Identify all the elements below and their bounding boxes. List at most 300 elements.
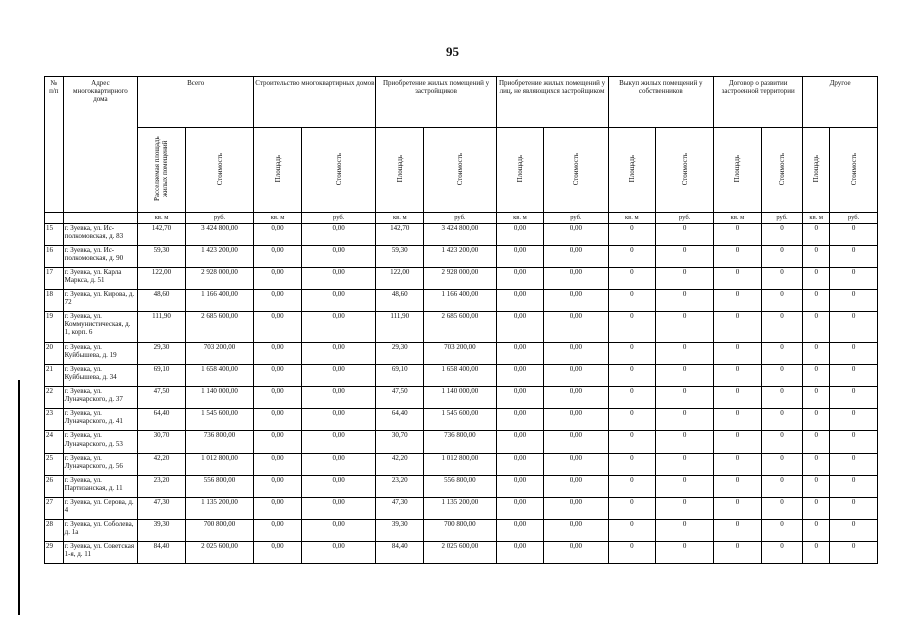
row-value: 0 bbox=[803, 268, 830, 290]
row-value: 0 bbox=[761, 453, 802, 475]
unit-label: руб. bbox=[761, 213, 802, 224]
row-value: 84,40 bbox=[376, 541, 424, 563]
row-value: 0 bbox=[803, 541, 830, 563]
row-value: 0 bbox=[761, 365, 802, 387]
row-value: 0 bbox=[761, 343, 802, 365]
table-row bbox=[45, 387, 878, 409]
table-row bbox=[45, 475, 878, 497]
row-value: 0,00 bbox=[544, 387, 608, 409]
row-value: 0 bbox=[656, 475, 714, 497]
row-value: 0 bbox=[656, 431, 714, 453]
row-value: 0 bbox=[714, 343, 762, 365]
row-value: 1 012 800,00 bbox=[185, 453, 253, 475]
row-value: 0 bbox=[830, 268, 878, 290]
row-value: 0 bbox=[761, 290, 802, 312]
row-value: 1 012 800,00 bbox=[424, 453, 497, 475]
row-value: 42,20 bbox=[138, 453, 186, 475]
unit-label: кв. м bbox=[138, 213, 186, 224]
row-value: 0 bbox=[803, 409, 830, 431]
row-address: г. Зуевка, ул. Коммунистическая, д. 1, корп. 6 bbox=[63, 312, 138, 343]
row-value: 59,30 bbox=[138, 246, 186, 268]
row-address: г. Зуевка, ул. Партизанская, д. 11 bbox=[63, 475, 138, 497]
row-value: 0 bbox=[761, 409, 802, 431]
row-value: 736 800,00 bbox=[185, 431, 253, 453]
row-value: 0 bbox=[656, 387, 714, 409]
row-value: 0 bbox=[608, 343, 656, 365]
row-value: 0,00 bbox=[496, 453, 544, 475]
row-value: 0,00 bbox=[496, 541, 544, 563]
row-value: 0 bbox=[830, 290, 878, 312]
row-value: 1 423 200,00 bbox=[185, 246, 253, 268]
row-value: 0,00 bbox=[544, 312, 608, 343]
row-value: 0 bbox=[656, 541, 714, 563]
table-row bbox=[45, 409, 878, 431]
row-address: г. Зуевка, ул. Луначарского, д. 53 bbox=[63, 431, 138, 453]
row-value: 0 bbox=[608, 224, 656, 246]
header-group: Приобретение жилых помещений у лиц, не являющихся застройщиком bbox=[496, 77, 608, 128]
row-value: 0,00 bbox=[544, 409, 608, 431]
row-value: 0,00 bbox=[496, 290, 544, 312]
row-value: 0,00 bbox=[254, 387, 302, 409]
unit-label: руб. bbox=[301, 213, 376, 224]
subheader-label: Площадь bbox=[812, 155, 821, 183]
row-address: г. Зуевка, ул. Луначарского, д. 41 bbox=[63, 409, 138, 431]
row-value: 47,30 bbox=[138, 497, 186, 519]
row-value: 1 423 200,00 bbox=[424, 246, 497, 268]
subheader-cell bbox=[714, 128, 762, 213]
row-value: 0,00 bbox=[544, 365, 608, 387]
unit-label: руб. bbox=[424, 213, 497, 224]
row-value: 0 bbox=[656, 312, 714, 343]
row-value: 59,30 bbox=[376, 246, 424, 268]
row-value: 122,00 bbox=[138, 268, 186, 290]
row-value: 0 bbox=[761, 312, 802, 343]
row-value: 48,60 bbox=[138, 290, 186, 312]
row-value: 0 bbox=[830, 431, 878, 453]
row-value: 0 bbox=[803, 365, 830, 387]
row-value: 0 bbox=[830, 387, 878, 409]
row-value: 0 bbox=[714, 290, 762, 312]
row-value: 0,00 bbox=[544, 268, 608, 290]
table-body bbox=[45, 224, 878, 564]
row-value: 0,00 bbox=[544, 343, 608, 365]
table-row bbox=[45, 497, 878, 519]
row-address: г. Зуевка, ул. Куйбышева, д. 19 bbox=[63, 343, 138, 365]
row-value: 0,00 bbox=[496, 519, 544, 541]
row-value: 0,00 bbox=[496, 268, 544, 290]
row-value: 3 424 800,00 bbox=[185, 224, 253, 246]
row-value: 1 135 200,00 bbox=[185, 497, 253, 519]
row-value: 0,00 bbox=[301, 343, 376, 365]
row-value: 0 bbox=[714, 224, 762, 246]
row-value: 2 025 600,00 bbox=[424, 541, 497, 563]
row-value: 0 bbox=[803, 453, 830, 475]
subheader-label: Расселяемая площадь жилых помещений bbox=[153, 136, 170, 202]
row-value: 0,00 bbox=[254, 268, 302, 290]
table-row bbox=[45, 290, 878, 312]
row-value: 0 bbox=[830, 541, 878, 563]
subheader-cell bbox=[185, 128, 253, 213]
row-value: 1 140 000,00 bbox=[185, 387, 253, 409]
subheader-label: Площадь bbox=[515, 155, 524, 183]
row-value: 30,70 bbox=[376, 431, 424, 453]
row-address: г. Зуевка, ул. Луначарского, д. 56 bbox=[63, 453, 138, 475]
row-value: 0 bbox=[714, 312, 762, 343]
row-value: 0,00 bbox=[496, 475, 544, 497]
subheader-cell bbox=[803, 128, 830, 213]
row-address: г. Зуевка, ул. Соболева, д. 1а bbox=[63, 519, 138, 541]
row-value: 0 bbox=[761, 541, 802, 563]
row-number: 25 bbox=[45, 453, 64, 475]
row-value: 556 800,00 bbox=[424, 475, 497, 497]
row-value: 0,00 bbox=[301, 519, 376, 541]
subheader-label: Площадь bbox=[627, 155, 636, 183]
row-value: 0,00 bbox=[496, 312, 544, 343]
row-number: 19 bbox=[45, 312, 64, 343]
subheader-label: Стоимость bbox=[215, 152, 224, 186]
row-value: 0,00 bbox=[254, 312, 302, 343]
row-value: 142,70 bbox=[376, 224, 424, 246]
table-row bbox=[45, 365, 878, 387]
header-row-groups bbox=[45, 77, 878, 128]
row-value: 700 800,00 bbox=[185, 519, 253, 541]
unit-label: руб. bbox=[185, 213, 253, 224]
row-value: 0,00 bbox=[254, 541, 302, 563]
row-value: 0 bbox=[803, 312, 830, 343]
row-value: 122,00 bbox=[376, 268, 424, 290]
subheader-label: Стоимость bbox=[778, 152, 786, 186]
table-row bbox=[45, 541, 878, 563]
unit-label: кв. м bbox=[496, 213, 544, 224]
row-value: 0 bbox=[830, 453, 878, 475]
row-value: 2 025 600,00 bbox=[185, 541, 253, 563]
row-value: 0 bbox=[761, 475, 802, 497]
row-value: 703 200,00 bbox=[185, 343, 253, 365]
unit-blank bbox=[45, 213, 64, 224]
row-value: 0 bbox=[830, 224, 878, 246]
row-value: 0 bbox=[608, 497, 656, 519]
subheader-cell bbox=[254, 128, 302, 213]
row-value: 0 bbox=[714, 409, 762, 431]
row-value: 0 bbox=[830, 409, 878, 431]
table-row bbox=[45, 519, 878, 541]
row-value: 0 bbox=[714, 475, 762, 497]
row-value: 0,00 bbox=[301, 475, 376, 497]
subheader-cell bbox=[830, 128, 878, 213]
row-value: 1 166 400,00 bbox=[185, 290, 253, 312]
row-value: 39,30 bbox=[376, 519, 424, 541]
subheader-label: Площадь bbox=[395, 155, 404, 183]
row-value: 0,00 bbox=[254, 475, 302, 497]
row-value: 0,00 bbox=[544, 453, 608, 475]
row-address: г. Зуевка, ул. Ис-полкомовская, д. 83 bbox=[63, 224, 138, 246]
row-value: 0 bbox=[803, 246, 830, 268]
row-value: 39,30 bbox=[138, 519, 186, 541]
row-value: 0 bbox=[830, 365, 878, 387]
row-value: 64,40 bbox=[376, 409, 424, 431]
unit-label: руб. bbox=[544, 213, 608, 224]
row-value: 0,00 bbox=[301, 387, 376, 409]
row-value: 111,90 bbox=[376, 312, 424, 343]
header-row-subcolumns bbox=[45, 128, 878, 213]
margin-binding-line bbox=[18, 380, 20, 615]
row-value: 0,00 bbox=[254, 246, 302, 268]
row-value: 0 bbox=[608, 290, 656, 312]
row-value: 0,00 bbox=[254, 409, 302, 431]
row-value: 0 bbox=[608, 431, 656, 453]
row-value: 0 bbox=[761, 431, 802, 453]
row-value: 0 bbox=[761, 519, 802, 541]
row-value: 0 bbox=[714, 387, 762, 409]
row-value: 0,00 bbox=[254, 519, 302, 541]
unit-label: кв. м bbox=[608, 213, 656, 224]
row-value: 0 bbox=[830, 312, 878, 343]
row-value: 0,00 bbox=[496, 365, 544, 387]
row-number: 21 bbox=[45, 365, 64, 387]
subheader-cell bbox=[301, 128, 376, 213]
row-value: 0 bbox=[803, 475, 830, 497]
row-value: 0,00 bbox=[254, 453, 302, 475]
row-value: 0,00 bbox=[544, 519, 608, 541]
row-value: 64,40 bbox=[138, 409, 186, 431]
row-value: 1 140 000,00 bbox=[424, 387, 497, 409]
subheader-cell bbox=[376, 128, 424, 213]
row-value: 0,00 bbox=[301, 224, 376, 246]
row-value: 0,00 bbox=[544, 246, 608, 268]
row-value: 2 928 000,00 bbox=[185, 268, 253, 290]
row-address: г. Зуевка, ул. Луначарского, д. 37 bbox=[63, 387, 138, 409]
row-value: 0 bbox=[803, 343, 830, 365]
header-row-units bbox=[45, 213, 878, 224]
row-value: 23,20 bbox=[376, 475, 424, 497]
row-value: 0 bbox=[830, 475, 878, 497]
row-value: 2 685 600,00 bbox=[185, 312, 253, 343]
row-value: 0,00 bbox=[301, 409, 376, 431]
row-value: 1 545 600,00 bbox=[185, 409, 253, 431]
subheader-cell bbox=[424, 128, 497, 213]
row-value: 0,00 bbox=[301, 312, 376, 343]
row-value: 0 bbox=[830, 246, 878, 268]
row-value: 0,00 bbox=[301, 290, 376, 312]
unit-blank bbox=[63, 213, 138, 224]
row-value: 0 bbox=[608, 475, 656, 497]
unit-label: кв. м bbox=[803, 213, 830, 224]
row-value: 0 bbox=[714, 431, 762, 453]
subheader-label: Площадь bbox=[733, 155, 742, 183]
row-number: 27 bbox=[45, 497, 64, 519]
row-value: 0 bbox=[656, 453, 714, 475]
row-value: 0,00 bbox=[544, 290, 608, 312]
subheader-label: Стоимость bbox=[455, 152, 464, 186]
subheader-cell bbox=[656, 128, 714, 213]
housing-resettlement-table bbox=[44, 76, 878, 564]
subheader-cell bbox=[608, 128, 656, 213]
row-value: 0 bbox=[761, 224, 802, 246]
row-value: 142,70 bbox=[138, 224, 186, 246]
row-value: 0 bbox=[608, 268, 656, 290]
row-value: 1 135 200,00 bbox=[424, 497, 497, 519]
row-value: 0 bbox=[656, 343, 714, 365]
unit-label: кв. м bbox=[254, 213, 302, 224]
subheader-cell bbox=[138, 128, 186, 213]
row-value: 0 bbox=[830, 343, 878, 365]
row-value: 0 bbox=[656, 224, 714, 246]
row-value: 0 bbox=[803, 519, 830, 541]
table-row bbox=[45, 453, 878, 475]
row-address: г. Зуевка, ул. Карла Маркса, д. 51 bbox=[63, 268, 138, 290]
row-value: 0,00 bbox=[544, 541, 608, 563]
row-value: 47,50 bbox=[138, 387, 186, 409]
table-row bbox=[45, 268, 878, 290]
row-value: 0 bbox=[656, 519, 714, 541]
unit-label: руб. bbox=[656, 213, 714, 224]
unit-label: руб. bbox=[830, 213, 878, 224]
row-address: г. Зуевка, ул. Серова, д. 4 bbox=[63, 497, 138, 519]
row-value: 703 200,00 bbox=[424, 343, 497, 365]
subheader-label: Площадь bbox=[273, 155, 282, 183]
header-group: Выкуп жилых помещений у собственников bbox=[608, 77, 714, 128]
row-value: 0,00 bbox=[544, 497, 608, 519]
row-value: 0 bbox=[714, 365, 762, 387]
header-address: Адрес многоквартирного дома bbox=[63, 77, 138, 213]
row-value: 0,00 bbox=[496, 387, 544, 409]
row-value: 47,30 bbox=[376, 497, 424, 519]
row-value: 0,00 bbox=[301, 497, 376, 519]
row-value: 0 bbox=[714, 268, 762, 290]
row-value: 0,00 bbox=[254, 343, 302, 365]
header-group: Приобретение жилых помещений у застройщиков bbox=[376, 77, 496, 128]
row-value: 2 685 600,00 bbox=[424, 312, 497, 343]
row-value: 69,10 bbox=[376, 365, 424, 387]
header-num: № п/п bbox=[45, 77, 64, 213]
row-value: 0 bbox=[761, 387, 802, 409]
row-value: 0 bbox=[714, 519, 762, 541]
row-number: 26 bbox=[45, 475, 64, 497]
row-number: 17 bbox=[45, 268, 64, 290]
row-value: 111,90 bbox=[138, 312, 186, 343]
subheader-cell bbox=[496, 128, 544, 213]
row-value: 23,20 bbox=[138, 475, 186, 497]
row-value: 0,00 bbox=[544, 224, 608, 246]
row-value: 0 bbox=[608, 246, 656, 268]
row-value: 0,00 bbox=[496, 409, 544, 431]
row-value: 0 bbox=[803, 431, 830, 453]
row-value: 69,10 bbox=[138, 365, 186, 387]
row-value: 0,00 bbox=[496, 343, 544, 365]
row-address: г. Зуевка, ул. Ис-полкомовская, д. 90 bbox=[63, 246, 138, 268]
row-value: 42,20 bbox=[376, 453, 424, 475]
row-value: 0 bbox=[656, 497, 714, 519]
table-row bbox=[45, 431, 878, 453]
row-address: г. Зуевка, ул. Советская 1-я, д. 11 bbox=[63, 541, 138, 563]
row-number: 28 bbox=[45, 519, 64, 541]
row-value: 0,00 bbox=[496, 224, 544, 246]
subheader-label: Стоимость bbox=[571, 152, 580, 186]
row-value: 47,50 bbox=[376, 387, 424, 409]
row-value: 0 bbox=[714, 497, 762, 519]
row-value: 0,00 bbox=[254, 431, 302, 453]
row-value: 0,00 bbox=[301, 365, 376, 387]
row-value: 0 bbox=[761, 497, 802, 519]
row-value: 0,00 bbox=[301, 268, 376, 290]
row-value: 0 bbox=[803, 387, 830, 409]
subheader-label: Стоимость bbox=[849, 152, 858, 186]
row-value: 0,00 bbox=[496, 431, 544, 453]
row-value: 0,00 bbox=[254, 290, 302, 312]
row-value: 0 bbox=[761, 268, 802, 290]
row-value: 736 800,00 bbox=[424, 431, 497, 453]
row-value: 0,00 bbox=[301, 541, 376, 563]
row-value: 0 bbox=[608, 387, 656, 409]
row-value: 0 bbox=[608, 312, 656, 343]
row-number: 24 bbox=[45, 431, 64, 453]
header-group: Договор о развитии застроенной территории bbox=[714, 77, 803, 128]
table-row bbox=[45, 246, 878, 268]
row-value: 0,00 bbox=[254, 224, 302, 246]
row-value: 3 424 800,00 bbox=[424, 224, 497, 246]
row-address: г. Зуевка, ул. Куйбышева, д. 34 bbox=[63, 365, 138, 387]
row-number: 29 bbox=[45, 541, 64, 563]
row-value: 0 bbox=[803, 290, 830, 312]
row-value: 29,30 bbox=[138, 343, 186, 365]
row-value: 0 bbox=[803, 224, 830, 246]
header-group: Строительство многоквартирных домов bbox=[254, 77, 376, 128]
table-row bbox=[45, 343, 878, 365]
row-address: г. Зуевка, ул. Кирова, д. 72 bbox=[63, 290, 138, 312]
row-value: 0 bbox=[714, 541, 762, 563]
header-group: Другое bbox=[803, 77, 878, 128]
row-value: 0,00 bbox=[544, 475, 608, 497]
row-value: 0,00 bbox=[301, 453, 376, 475]
row-value: 700 800,00 bbox=[424, 519, 497, 541]
row-value: 556 800,00 bbox=[185, 475, 253, 497]
row-value: 0 bbox=[656, 365, 714, 387]
row-value: 0,00 bbox=[301, 246, 376, 268]
row-value: 0 bbox=[656, 409, 714, 431]
row-value: 0 bbox=[608, 453, 656, 475]
unit-label: кв. м bbox=[714, 213, 762, 224]
row-value: 0 bbox=[608, 365, 656, 387]
row-value: 48,60 bbox=[376, 290, 424, 312]
row-number: 16 bbox=[45, 246, 64, 268]
row-value: 1 658 400,00 bbox=[185, 365, 253, 387]
table-row bbox=[45, 312, 878, 343]
row-value: 0 bbox=[803, 497, 830, 519]
row-number: 23 bbox=[45, 409, 64, 431]
subheader-cell bbox=[544, 128, 608, 213]
row-value: 0 bbox=[714, 453, 762, 475]
row-number: 20 bbox=[45, 343, 64, 365]
row-value: 0 bbox=[830, 497, 878, 519]
row-value: 0,00 bbox=[496, 497, 544, 519]
header-group: Всего bbox=[138, 77, 254, 128]
row-value: 84,40 bbox=[138, 541, 186, 563]
row-value: 0 bbox=[714, 246, 762, 268]
row-number: 22 bbox=[45, 387, 64, 409]
row-value: 0 bbox=[656, 290, 714, 312]
row-value: 0 bbox=[656, 246, 714, 268]
row-value: 0,00 bbox=[254, 365, 302, 387]
row-value: 1 658 400,00 bbox=[424, 365, 497, 387]
row-value: 2 928 000,00 bbox=[424, 268, 497, 290]
row-value: 0 bbox=[608, 519, 656, 541]
row-value: 1 545 600,00 bbox=[424, 409, 497, 431]
subheader-label: Стоимость bbox=[334, 152, 343, 186]
row-value: 0 bbox=[656, 268, 714, 290]
row-number: 15 bbox=[45, 224, 64, 246]
row-number: 18 bbox=[45, 290, 64, 312]
subheader-label: Стоимость bbox=[680, 152, 689, 186]
